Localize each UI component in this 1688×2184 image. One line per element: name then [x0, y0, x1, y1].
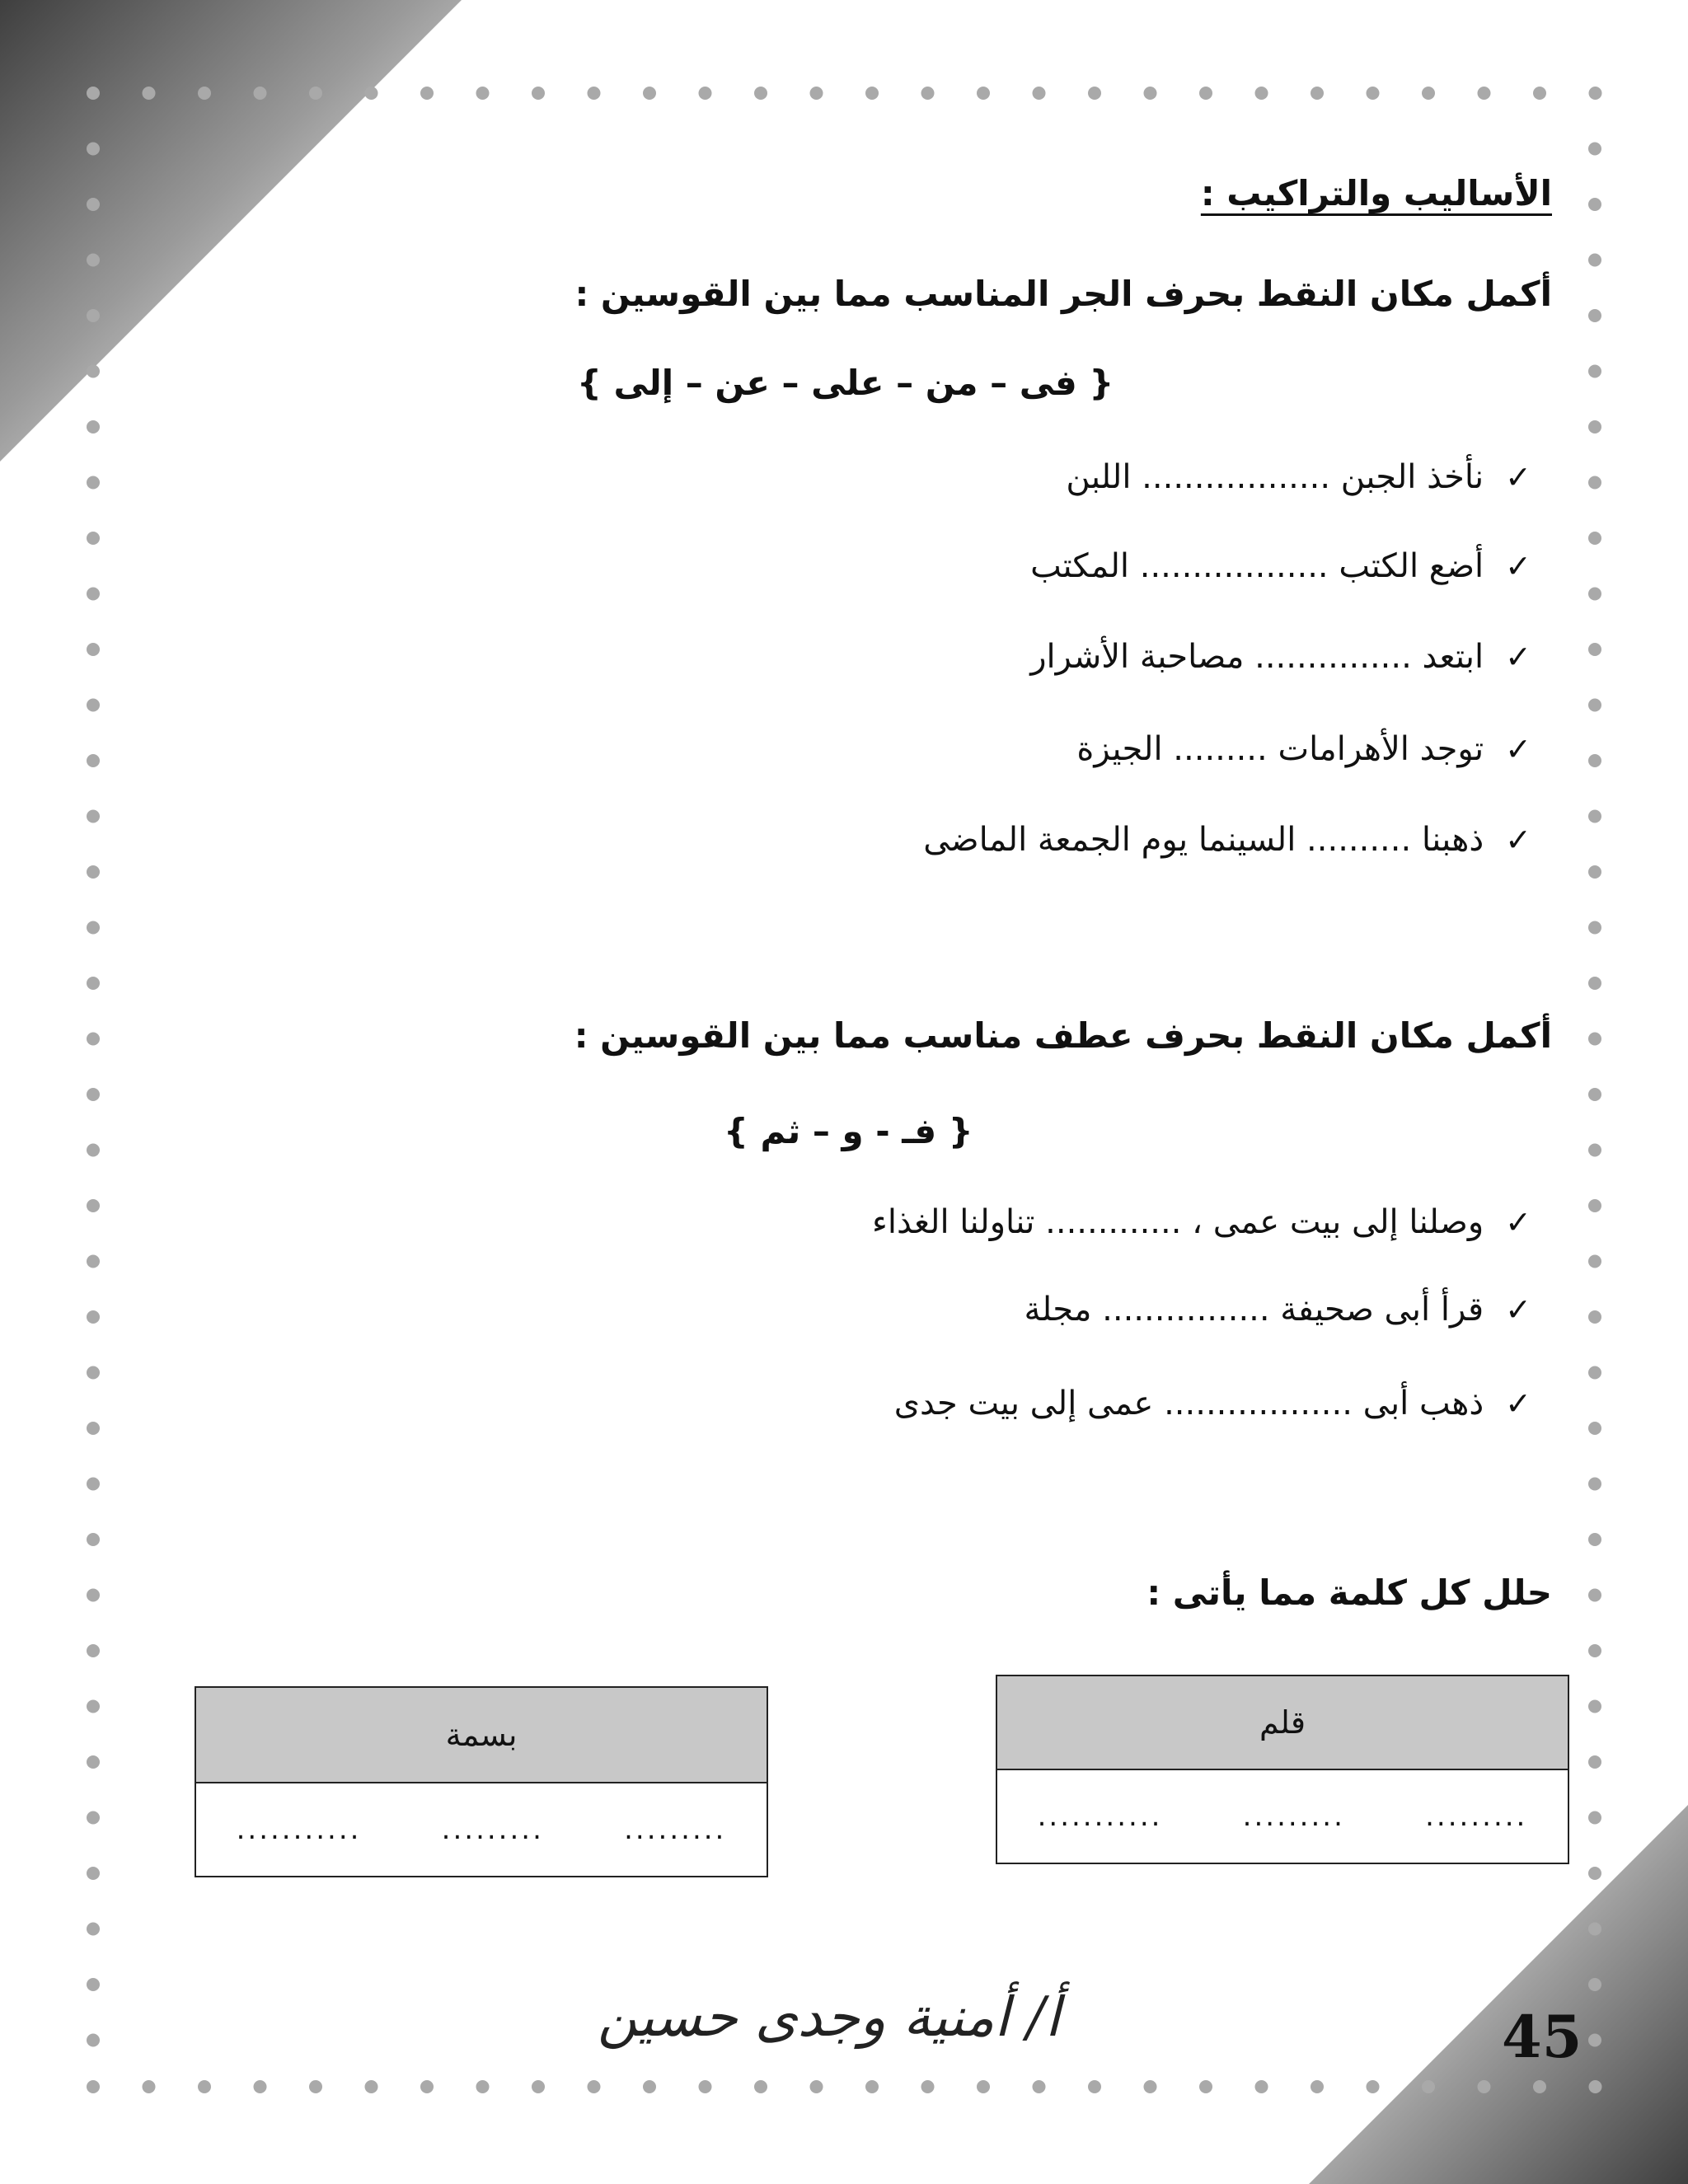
- border-dot: [1588, 810, 1601, 823]
- signature: [128, 1970, 1061, 2060]
- section-title: [1201, 173, 1552, 213]
- border-dot: [1589, 2080, 1602, 2093]
- border-dot: [977, 2080, 990, 2093]
- border-dot: [643, 2080, 656, 2093]
- border-dot: [921, 2080, 935, 2093]
- border-dot: [87, 1199, 100, 1212]
- border-dot: [87, 476, 100, 490]
- border-dot: [810, 2080, 823, 2093]
- border-dot: [87, 254, 100, 267]
- border-dot: [1533, 87, 1546, 100]
- exercise2-item-text: وصلنا إلى بيت عمى ، ............. تناولنا الغذاء: [872, 1203, 1484, 1241]
- border-dot: [754, 87, 767, 100]
- check-icon: ✓: [1505, 731, 1531, 767]
- border-dot: [87, 1644, 100, 1657]
- border-dot: [1588, 309, 1601, 322]
- border-dot: [1255, 2080, 1268, 2093]
- border-dot: [87, 1478, 100, 1491]
- border-dot: [1588, 1644, 1601, 1657]
- word-box-qalam: [996, 1675, 1569, 1864]
- border-dot: [865, 2080, 879, 2093]
- word-box-header: [196, 1688, 767, 1783]
- exercise2-item: [1025, 1291, 1532, 1329]
- border-dot: [1588, 1255, 1601, 1268]
- border-dot: [143, 2080, 156, 2093]
- blank: .........: [1242, 1800, 1345, 1833]
- border-dot: [476, 2080, 490, 2093]
- border-dot: [1588, 1867, 1601, 1880]
- border-dot: [1588, 754, 1601, 767]
- border-dot: [254, 87, 267, 100]
- exercise1-item: [1030, 638, 1531, 676]
- check-icon: ✓: [1505, 822, 1531, 858]
- border-dot: [143, 87, 156, 100]
- border-dot: [754, 2080, 767, 2093]
- border-dot: [1588, 588, 1601, 601]
- border-dot: [87, 1533, 100, 1546]
- border-dot: [87, 1867, 100, 1880]
- border-dot: [87, 1366, 100, 1380]
- border-dot: [1033, 87, 1046, 100]
- border-dot: [1588, 1033, 1601, 1046]
- border-dot: [1588, 476, 1601, 490]
- border-dot: [1588, 254, 1601, 267]
- border-dot: [1588, 420, 1601, 434]
- exercise1-item-text: توجد الأهرامات ......... الجيزة: [1076, 730, 1484, 768]
- word-box-blanks: [997, 1770, 1568, 1863]
- border-dot: [1311, 2080, 1324, 2093]
- border-dot: [1588, 1478, 1601, 1491]
- border-dot: [1588, 699, 1601, 712]
- exercise1-item: [1066, 458, 1531, 496]
- border-dot: [198, 2080, 211, 2093]
- check-icon: ✓: [1505, 1291, 1531, 1328]
- border-dot: [87, 754, 100, 767]
- border-dot: [1588, 1811, 1601, 1825]
- border-dot: [87, 977, 100, 990]
- border-dot: [1311, 87, 1324, 100]
- exercise3-instruction: حلل كل كلمة مما يأتى :: [1146, 1572, 1552, 1613]
- border-dot: [1588, 1755, 1601, 1769]
- exercise1-item-text: ابتعد ............... مصاحبة الأشرار: [1030, 638, 1484, 676]
- border-dot: [1033, 2080, 1046, 2093]
- border-dot: [1588, 1533, 1601, 1546]
- border-dot: [1588, 1199, 1601, 1212]
- border-dot: [588, 2080, 601, 2093]
- border-dot: [254, 2080, 267, 2093]
- border-dot: [1588, 1923, 1601, 1936]
- exercise1-item-text: نأخذ الجبن .................. اللبن: [1066, 458, 1484, 496]
- word-box-header: [997, 1676, 1568, 1770]
- border-dot: [977, 87, 990, 100]
- border-dot: [532, 2080, 545, 2093]
- border-dot: [87, 1088, 100, 1101]
- border-dot: [699, 2080, 712, 2093]
- border-dot: [1588, 143, 1601, 156]
- border-dot: [87, 1978, 100, 1991]
- border-dot: [865, 87, 879, 100]
- border-dot: [1367, 87, 1380, 100]
- border-dot: [1588, 1144, 1601, 1157]
- border-dot: [87, 309, 100, 322]
- border-dot: [87, 921, 100, 935]
- border-dot: [1255, 87, 1268, 100]
- signature-text: أ/ أمنية وجدى حسين: [598, 1985, 1061, 2049]
- border-dot: [87, 2034, 100, 2047]
- border-dot: [365, 87, 378, 100]
- border-dot: [810, 87, 823, 100]
- blank: ...........: [236, 1813, 362, 1846]
- border-dot: [87, 532, 100, 545]
- border-dot: [87, 1144, 100, 1157]
- exercise1-item: [1030, 547, 1531, 585]
- border-dot: [87, 1700, 100, 1713]
- border-dot: [420, 2080, 434, 2093]
- border-dot: [1199, 2080, 1212, 2093]
- border-dot: [87, 2080, 100, 2093]
- border-dot: [1422, 2080, 1435, 2093]
- border-dot: [1588, 1700, 1601, 1713]
- border-dot: [643, 87, 656, 100]
- border-dot: [1588, 2034, 1601, 2047]
- border-dot: [1144, 87, 1157, 100]
- border-dot: [87, 699, 100, 712]
- exercise2-choices: { فـ - و – ثم }: [724, 1111, 973, 1151]
- border-dot: [87, 420, 100, 434]
- border-dot: [1088, 2080, 1101, 2093]
- border-dot: [87, 1255, 100, 1268]
- border-dot: [365, 2080, 378, 2093]
- check-icon: ✓: [1505, 459, 1531, 495]
- border-dot: [198, 87, 211, 100]
- word-box-blanks: [196, 1783, 767, 1876]
- border-dot: [87, 198, 100, 211]
- border-dot: [87, 1589, 100, 1602]
- check-icon: ✓: [1505, 639, 1531, 675]
- border-dot: [87, 1923, 100, 1936]
- border-dot: [1478, 2080, 1491, 2093]
- word-box-word: قلم: [1259, 1704, 1306, 1741]
- border-dot: [87, 1033, 100, 1046]
- blank: ...........: [1037, 1800, 1163, 1833]
- border-dot: [87, 143, 100, 156]
- check-icon: ✓: [1505, 548, 1531, 584]
- section-title-text: الأساليب والتراكيب :: [1200, 173, 1552, 213]
- border-dot: [87, 810, 100, 823]
- border-dot: [1588, 1978, 1601, 1991]
- border-dot: [1533, 2080, 1546, 2093]
- exercise1-item: [923, 821, 1531, 859]
- border-dot: [1588, 365, 1601, 378]
- border-dot: [1588, 198, 1601, 211]
- border-dot: [309, 87, 322, 100]
- border-dot: [1589, 87, 1602, 100]
- border-dot: [1588, 865, 1601, 879]
- word-box-basma: [195, 1686, 768, 1877]
- border-dot: [1588, 1310, 1601, 1324]
- border-dot: [1588, 977, 1601, 990]
- exercise2-item-text: ذهب أبى .................. عمى إلى بيت جدى: [893, 1385, 1484, 1422]
- exercise1-item-text: ذهبنا .......... السينما يوم الجمعة الماضى: [923, 821, 1484, 859]
- border-dot: [1588, 1422, 1601, 1435]
- border-dot: [921, 87, 935, 100]
- border-dot: [1422, 87, 1435, 100]
- border-dot: [87, 1310, 100, 1324]
- check-icon: ✓: [1505, 1385, 1531, 1422]
- exercise1-instruction: أكمل مكان النقط بحرف الجر المناسب مما بين القوسين :: [574, 274, 1552, 314]
- border-dot: [1088, 87, 1101, 100]
- border-dot: [87, 87, 100, 100]
- border-dot: [1144, 2080, 1157, 2093]
- border-dot: [87, 588, 100, 601]
- check-icon: ✓: [1505, 1204, 1531, 1240]
- exercise1-choices: { فى – من – على – عن – إلى }: [577, 363, 1114, 403]
- border-dot: [699, 87, 712, 100]
- border-dot: [532, 87, 545, 100]
- exercise2-item: [894, 1385, 1531, 1422]
- exercise2-item: [872, 1203, 1531, 1241]
- border-dot: [87, 1755, 100, 1769]
- blank: .........: [624, 1813, 727, 1846]
- border-dot: [87, 865, 100, 879]
- border-dot: [1478, 87, 1491, 100]
- border-dot: [420, 87, 434, 100]
- border-dot: [87, 1422, 100, 1435]
- border-dot: [1588, 1589, 1601, 1602]
- border-dot: [87, 1811, 100, 1825]
- border-dot: [1588, 1366, 1601, 1380]
- border-dot: [476, 87, 490, 100]
- border-dot: [87, 365, 100, 378]
- exercise1-item-text: أضع الكتب .................. المكتب: [1030, 547, 1484, 585]
- border-dot: [1588, 643, 1601, 656]
- word-box-word: بسمة: [445, 1717, 518, 1753]
- exercise2-instruction: أكمل مكان النقط بحرف عطف مناسب مما بين القوسين :: [574, 1015, 1552, 1056]
- border-dot: [1588, 1088, 1601, 1101]
- border-dot: [1588, 532, 1601, 545]
- blank: .........: [1425, 1800, 1528, 1833]
- blank: .........: [441, 1813, 544, 1846]
- border-dot: [588, 87, 601, 100]
- border-dot: [1588, 921, 1601, 935]
- page-number: 45: [1502, 2003, 1582, 2071]
- border-dot: [1367, 2080, 1380, 2093]
- border-dot: [1199, 87, 1212, 100]
- border-dot: [87, 643, 100, 656]
- exercise2-item-text: قرأ أبى صحيفة ................ مجلة: [1024, 1291, 1484, 1329]
- border-dot: [309, 2080, 322, 2093]
- exercise1-item: [1076, 730, 1531, 768]
